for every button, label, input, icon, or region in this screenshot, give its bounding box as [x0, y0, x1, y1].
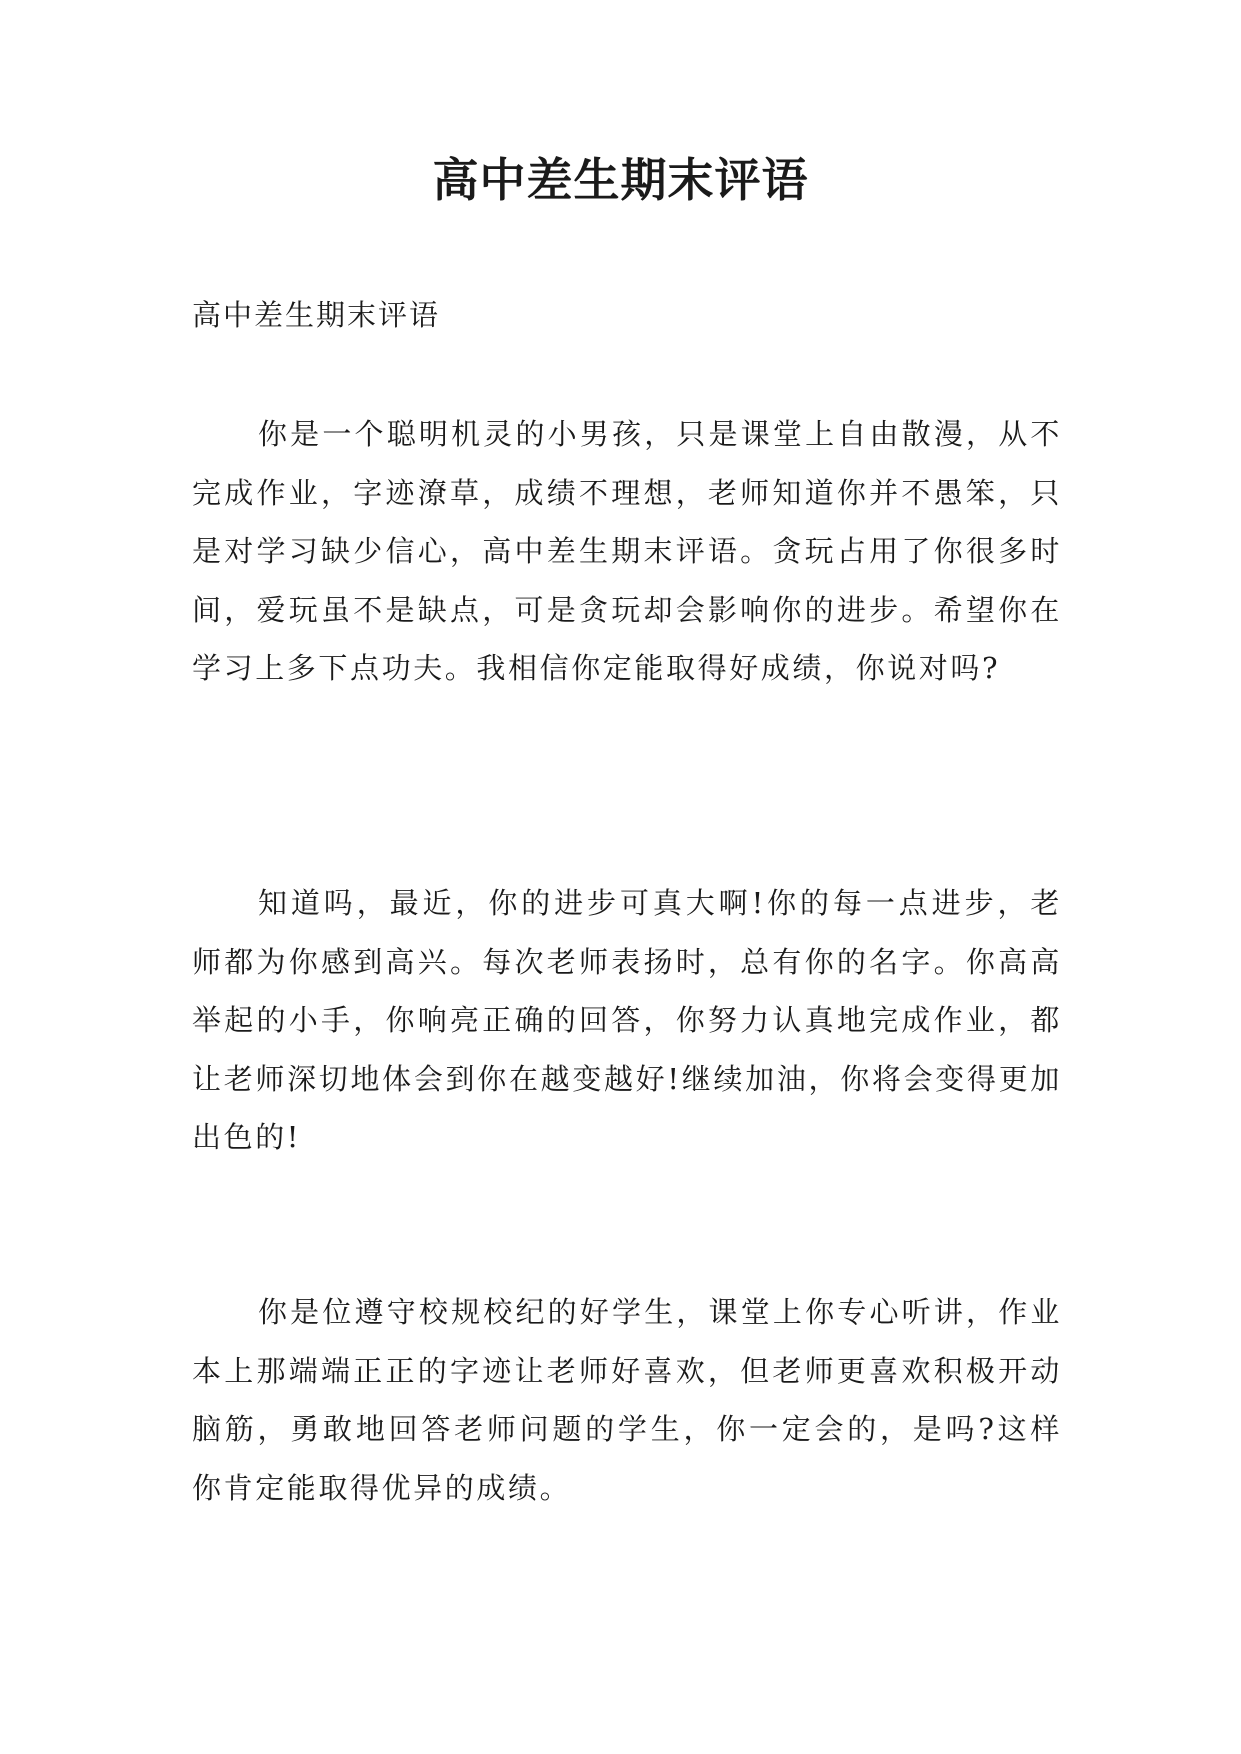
document-subheading: 高中差生期末评语 — [192, 298, 441, 332]
document-title: 高中差生期末评语 — [432, 153, 809, 207]
paragraph-1: 你是一个聪明机灵的小男孩，只是课堂上自由散漫，从不完成作业，字迹潦草，成绩不理想，老师知道你并不愚笨，只是对学习缺少信心，高中差生期末评语。贪玩占用了你很多时间，爱玩虽不是缺点，可是贪玩却会影响你的进步。希望你在学习上多下点功夫。我相信你定能取得好成绩，你说对吗? — [192, 417, 1062, 685]
paragraph-2: 知道吗，最近，你的进步可真大啊!你的每一点进步，老师都为你感到高兴。每次老师表扬时，总有你的名字。你高高举起的小手，你响亮正确的回答，你努力认真地完成作业，都让老师深切地体会到你在越变越好!继续加油，你将会变得更加出色的! — [192, 886, 1062, 1154]
paragraph-3: 你是位遵守校规校纪的好学生，课堂上你专心听讲，作业本上那端端正正的字迹让老师好喜欢，但老师更喜欢积极开动脑筋，勇敢地回答老师问题的学生，你一定会的，是吗?这样你肯定能取得优异的成绩。 — [192, 1295, 1062, 1505]
